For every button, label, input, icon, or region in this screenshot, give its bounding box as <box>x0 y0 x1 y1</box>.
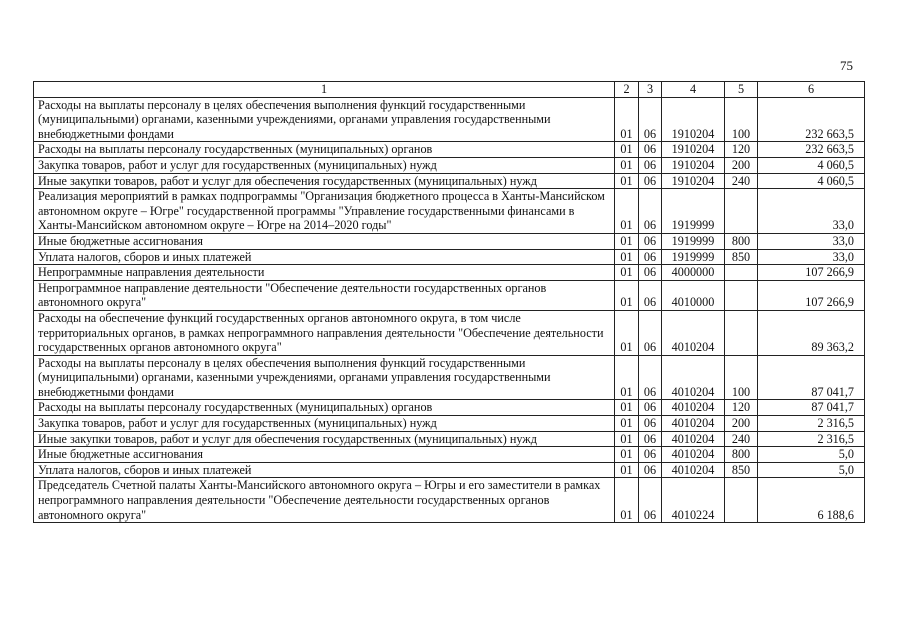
row-section-code: 01 <box>615 189 639 234</box>
row-target-article: 4010204 <box>662 355 725 400</box>
table-row <box>34 280 865 310</box>
row-description: Расходы на выплаты персоналу в целях обеспечения выполнения функций государственными (муниципальными) органами, казенными учреждениями, органами управления государственными внебюджетными фондами <box>34 97 615 142</box>
header-row <box>34 82 865 98</box>
row-amount: 4 060,5 <box>758 157 865 173</box>
row-subsection-code: 06 <box>639 478 662 523</box>
row-subsection-code: 06 <box>639 462 662 478</box>
row-amount: 2 316,5 <box>758 416 865 432</box>
row-amount: 6 188,6 <box>758 478 865 523</box>
row-description: Непрограммное направление деятельности "Обеспечение деятельности государственных органов автономного округа" <box>34 280 615 310</box>
row-expense-type: 800 <box>725 447 758 463</box>
row-section-code: 01 <box>615 478 639 523</box>
table-row <box>34 431 865 447</box>
header-cell-5: 5 <box>725 82 758 98</box>
row-expense-type <box>725 280 758 310</box>
row-subsection-code: 06 <box>639 265 662 281</box>
row-expense-type <box>725 310 758 355</box>
row-section-code: 01 <box>615 355 639 400</box>
table-row <box>34 355 865 400</box>
row-target-article: 4010204 <box>662 310 725 355</box>
row-description: Председатель Счетной палаты Ханты-Мансийского автономного округа – Югры и его заместители в рамках непрограммного направления деятельности "Обеспечение деятельности государственных органов автономного округа" <box>34 478 615 523</box>
row-amount: 33,0 <box>758 233 865 249</box>
row-description: Расходы на выплаты персоналу государственных (муниципальных) органов <box>34 400 615 416</box>
table-row <box>34 478 865 523</box>
row-target-article: 1919999 <box>662 249 725 265</box>
row-section-code: 01 <box>615 233 639 249</box>
row-target-article: 4010204 <box>662 416 725 432</box>
row-amount: 5,0 <box>758 462 865 478</box>
row-subsection-code: 06 <box>639 447 662 463</box>
row-amount: 5,0 <box>758 447 865 463</box>
header-cell-3: 3 <box>639 82 662 98</box>
row-amount: 4 060,5 <box>758 173 865 189</box>
header-cell-4: 4 <box>662 82 725 98</box>
row-amount: 107 266,9 <box>758 280 865 310</box>
row-description: Расходы на выплаты персоналу государственных (муниципальных) органов <box>34 142 615 158</box>
row-target-article: 4000000 <box>662 265 725 281</box>
row-description: Иные закупки товаров, работ и услуг для обеспечения государственных (муниципальных) нужд <box>34 431 615 447</box>
table-row <box>34 416 865 432</box>
row-section-code: 01 <box>615 462 639 478</box>
row-subsection-code: 06 <box>639 249 662 265</box>
row-subsection-code: 06 <box>639 310 662 355</box>
row-amount: 87 041,7 <box>758 355 865 400</box>
row-target-article: 1910204 <box>662 157 725 173</box>
row-expense-type: 240 <box>725 173 758 189</box>
row-expense-type: 120 <box>725 142 758 158</box>
row-subsection-code: 06 <box>639 431 662 447</box>
row-subsection-code: 06 <box>639 157 662 173</box>
row-description: Непрограммные направления деятельности <box>34 265 615 281</box>
table-row <box>34 142 865 158</box>
row-section-code: 01 <box>615 97 639 142</box>
row-target-article: 4010204 <box>662 462 725 478</box>
header-cell-1: 1 <box>34 82 615 98</box>
row-subsection-code: 06 <box>639 189 662 234</box>
row-description: Закупка товаров, работ и услуг для государственных (муниципальных) нужд <box>34 157 615 173</box>
row-amount: 87 041,7 <box>758 400 865 416</box>
row-expense-type: 200 <box>725 416 758 432</box>
row-subsection-code: 06 <box>639 142 662 158</box>
row-expense-type: 850 <box>725 249 758 265</box>
row-expense-type <box>725 189 758 234</box>
table-row <box>34 400 865 416</box>
row-target-article: 4010204 <box>662 400 725 416</box>
row-target-article: 1910204 <box>662 142 725 158</box>
row-amount: 232 663,5 <box>758 97 865 142</box>
table-row <box>34 233 865 249</box>
row-section-code: 01 <box>615 280 639 310</box>
table-row <box>34 189 865 234</box>
header-cell-6: 6 <box>758 82 865 98</box>
row-expense-type <box>725 265 758 281</box>
page-number: 75 <box>840 58 853 73</box>
row-expense-type: 200 <box>725 157 758 173</box>
row-subsection-code: 06 <box>639 416 662 432</box>
row-description: Иные бюджетные ассигнования <box>34 447 615 463</box>
row-section-code: 01 <box>615 416 639 432</box>
table-row <box>34 173 865 189</box>
row-section-code: 01 <box>615 249 639 265</box>
row-description: Закупка товаров, работ и услуг для государственных (муниципальных) нужд <box>34 416 615 432</box>
row-subsection-code: 06 <box>639 173 662 189</box>
table-row <box>34 157 865 173</box>
row-target-article: 1910204 <box>662 173 725 189</box>
row-amount: 107 266,9 <box>758 265 865 281</box>
row-description: Реализация мероприятий в рамках подпрограммы "Организация бюджетного процесса в Ханты-Мансийском автономном округе – Югре" государственной программы "Управление государственными финансами в Ханты-Мансийском автономном округе – Югре на 2014–2020 годы" <box>34 189 615 234</box>
budget-table <box>33 81 865 523</box>
table-row <box>34 462 865 478</box>
row-section-code: 01 <box>615 173 639 189</box>
row-subsection-code: 06 <box>639 355 662 400</box>
table-row <box>34 265 865 281</box>
row-section-code: 01 <box>615 310 639 355</box>
row-section-code: 01 <box>615 265 639 281</box>
row-section-code: 01 <box>615 447 639 463</box>
row-target-article: 1919999 <box>662 189 725 234</box>
row-target-article: 4010224 <box>662 478 725 523</box>
row-description: Расходы на выплаты персоналу в целях обеспечения выполнения функций государственными (муниципальными) органами, казенными учреждениями, органами управления государственными внебюджетными фондами <box>34 355 615 400</box>
table-row <box>34 97 865 142</box>
row-expense-type: 100 <box>725 97 758 142</box>
header-cell-2: 2 <box>615 82 639 98</box>
row-description: Уплата налогов, сборов и иных платежей <box>34 462 615 478</box>
row-section-code: 01 <box>615 157 639 173</box>
row-target-article: 4010204 <box>662 447 725 463</box>
row-amount: 33,0 <box>758 189 865 234</box>
table-row <box>34 447 865 463</box>
row-section-code: 01 <box>615 431 639 447</box>
row-subsection-code: 06 <box>639 97 662 142</box>
row-subsection-code: 06 <box>639 400 662 416</box>
row-expense-type <box>725 478 758 523</box>
row-amount: 232 663,5 <box>758 142 865 158</box>
row-description: Расходы на обеспечение функций государственных органов автономного округа, в том числе территориальных органов, в рамках непрограммного направления деятельности "Обеспечение деятельности государственных органов автономного округа" <box>34 310 615 355</box>
table-row <box>34 310 865 355</box>
row-amount: 33,0 <box>758 249 865 265</box>
row-expense-type: 120 <box>725 400 758 416</box>
row-target-article: 4010000 <box>662 280 725 310</box>
row-section-code: 01 <box>615 142 639 158</box>
row-subsection-code: 06 <box>639 233 662 249</box>
row-target-article: 1919999 <box>662 233 725 249</box>
row-expense-type: 240 <box>725 431 758 447</box>
row-expense-type: 800 <box>725 233 758 249</box>
row-target-article: 4010204 <box>662 431 725 447</box>
row-target-article: 1910204 <box>662 97 725 142</box>
row-amount: 2 316,5 <box>758 431 865 447</box>
row-description: Уплата налогов, сборов и иных платежей <box>34 249 615 265</box>
row-expense-type: 100 <box>725 355 758 400</box>
row-subsection-code: 06 <box>639 280 662 310</box>
row-expense-type: 850 <box>725 462 758 478</box>
table-row <box>34 249 865 265</box>
row-description: Иные бюджетные ассигнования <box>34 233 615 249</box>
row-description: Иные закупки товаров, работ и услуг для обеспечения государственных (муниципальных) нужд <box>34 173 615 189</box>
row-amount: 89 363,2 <box>758 310 865 355</box>
row-section-code: 01 <box>615 400 639 416</box>
